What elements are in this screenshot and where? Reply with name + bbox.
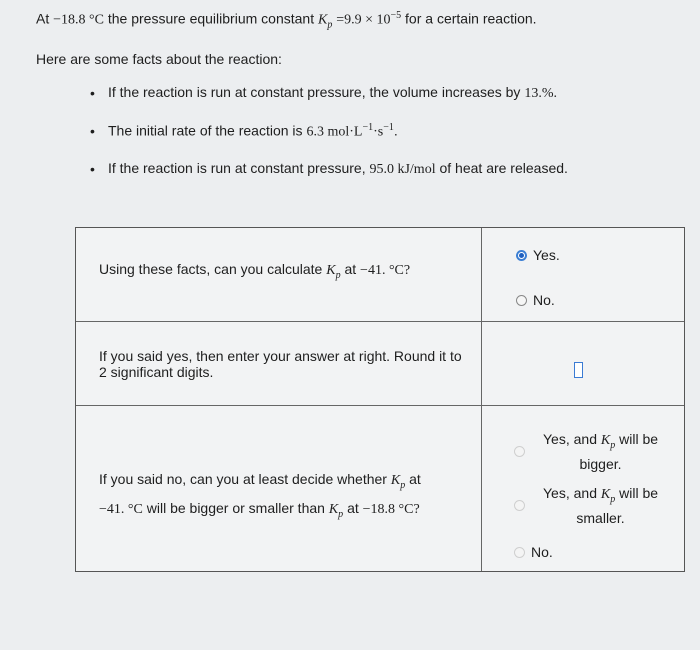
radio-icon[interactable] bbox=[514, 446, 525, 457]
fact-text: If the reaction is run at constant pressure, the volume increases by bbox=[108, 84, 521, 100]
intro-middle: the pressure equilibrium constant bbox=[107, 10, 315, 27]
question-temperature: −18.8 °C? bbox=[362, 501, 420, 517]
option-text-part: Yes, and bbox=[543, 485, 597, 501]
kp-symbol: K bbox=[600, 487, 611, 502]
fact-value: 6.3 mol·L bbox=[306, 124, 363, 140]
fact-exponent: −1 bbox=[362, 122, 374, 133]
fact-value: 13.%. bbox=[524, 86, 557, 101]
fact-exponent: −1 bbox=[383, 122, 394, 133]
kp-symbol: K bbox=[326, 263, 336, 278]
option-text-part: Yes, and bbox=[543, 431, 597, 447]
intro-prefix: At bbox=[36, 10, 50, 27]
question-text-line bbox=[99, 468, 421, 497]
answer-input[interactable] bbox=[574, 362, 583, 378]
fact-unit: ·s bbox=[373, 124, 384, 140]
intro-suffix: for a certain reaction. bbox=[405, 10, 537, 27]
facts-heading: Here are some facts about the reaction: bbox=[36, 51, 282, 67]
fact-item bbox=[90, 160, 568, 198]
question-row-compare bbox=[76, 406, 684, 571]
fact-item bbox=[90, 122, 568, 160]
question-text-line: 2 significant digits. bbox=[99, 364, 214, 380]
question-temperature: −41. °C bbox=[99, 501, 143, 517]
question-text-line bbox=[99, 497, 421, 526]
option-no-compare[interactable] bbox=[514, 544, 553, 560]
kp-subscript: p bbox=[335, 269, 341, 281]
option-text-part: will be bbox=[619, 485, 659, 501]
option-text-part: smaller. bbox=[576, 509, 625, 526]
option-yes-smaller[interactable] bbox=[514, 484, 658, 527]
radio-icon[interactable] bbox=[514, 500, 525, 511]
option-no[interactable] bbox=[516, 292, 555, 308]
kp-subscript: p bbox=[327, 19, 333, 31]
kp-subscript: p bbox=[400, 479, 406, 491]
facts-list bbox=[90, 84, 568, 198]
fact-text: The initial rate of the reaction is bbox=[108, 122, 303, 139]
option-label: Yes. bbox=[533, 247, 560, 263]
kp-symbol: K bbox=[390, 473, 401, 488]
radio-icon[interactable] bbox=[516, 295, 527, 306]
question-text-part: If you said no, can you at least decide whether bbox=[99, 471, 387, 487]
option-text-part: will be bbox=[619, 431, 659, 447]
question-temperature: −41. °C? bbox=[360, 263, 411, 278]
bullet-icon: • bbox=[90, 161, 95, 177]
kp-subscript: p bbox=[610, 493, 616, 505]
kp-exponent: −5 bbox=[390, 10, 402, 21]
fact-text: If the reaction is run at constant pressure, bbox=[108, 160, 366, 176]
kp-value: =9.9 × 10 bbox=[336, 12, 391, 28]
fact-value: 95.0 kJ/mol bbox=[369, 162, 436, 177]
fact-end: . bbox=[393, 122, 398, 139]
question-text-line: If you said yes, then enter your answer at right. Round it to bbox=[99, 348, 462, 364]
option-label bbox=[543, 430, 658, 473]
question-calculate-text bbox=[99, 261, 410, 284]
question-text-part: at bbox=[347, 499, 359, 516]
question-text-part: at bbox=[344, 261, 357, 277]
bullet-icon: • bbox=[90, 85, 95, 101]
option-yes-bigger[interactable] bbox=[514, 430, 658, 473]
question-text-part: will be bigger or smaller than bbox=[146, 499, 325, 516]
question-row-calculate bbox=[76, 228, 684, 322]
kp-subscript: p bbox=[338, 508, 344, 520]
radio-icon[interactable] bbox=[514, 547, 525, 558]
kp-symbol: K bbox=[317, 12, 328, 28]
kp-subscript: p bbox=[610, 439, 616, 451]
radio-checked-icon[interactable] bbox=[516, 250, 527, 261]
option-text-part: bigger. bbox=[579, 455, 622, 472]
bullet-icon: • bbox=[90, 123, 95, 139]
kp-symbol: K bbox=[600, 433, 611, 448]
fact-end: of heat are released. bbox=[439, 160, 568, 176]
option-yes[interactable] bbox=[516, 247, 560, 263]
question-answer-text bbox=[99, 348, 462, 380]
fact-item bbox=[90, 84, 568, 122]
intro-temperature: −18.8 °C bbox=[53, 12, 104, 28]
question-compare-text bbox=[99, 468, 421, 526]
intro-statement bbox=[36, 10, 537, 30]
question-text-part: Using these facts, can you calculate bbox=[99, 261, 323, 277]
question-text-part: at bbox=[409, 471, 421, 487]
option-label: No. bbox=[531, 544, 553, 560]
question-table bbox=[75, 227, 685, 572]
option-label bbox=[543, 484, 658, 527]
kp-symbol: K bbox=[328, 501, 339, 517]
option-label: No. bbox=[533, 292, 555, 308]
question-row-answer bbox=[76, 322, 684, 406]
